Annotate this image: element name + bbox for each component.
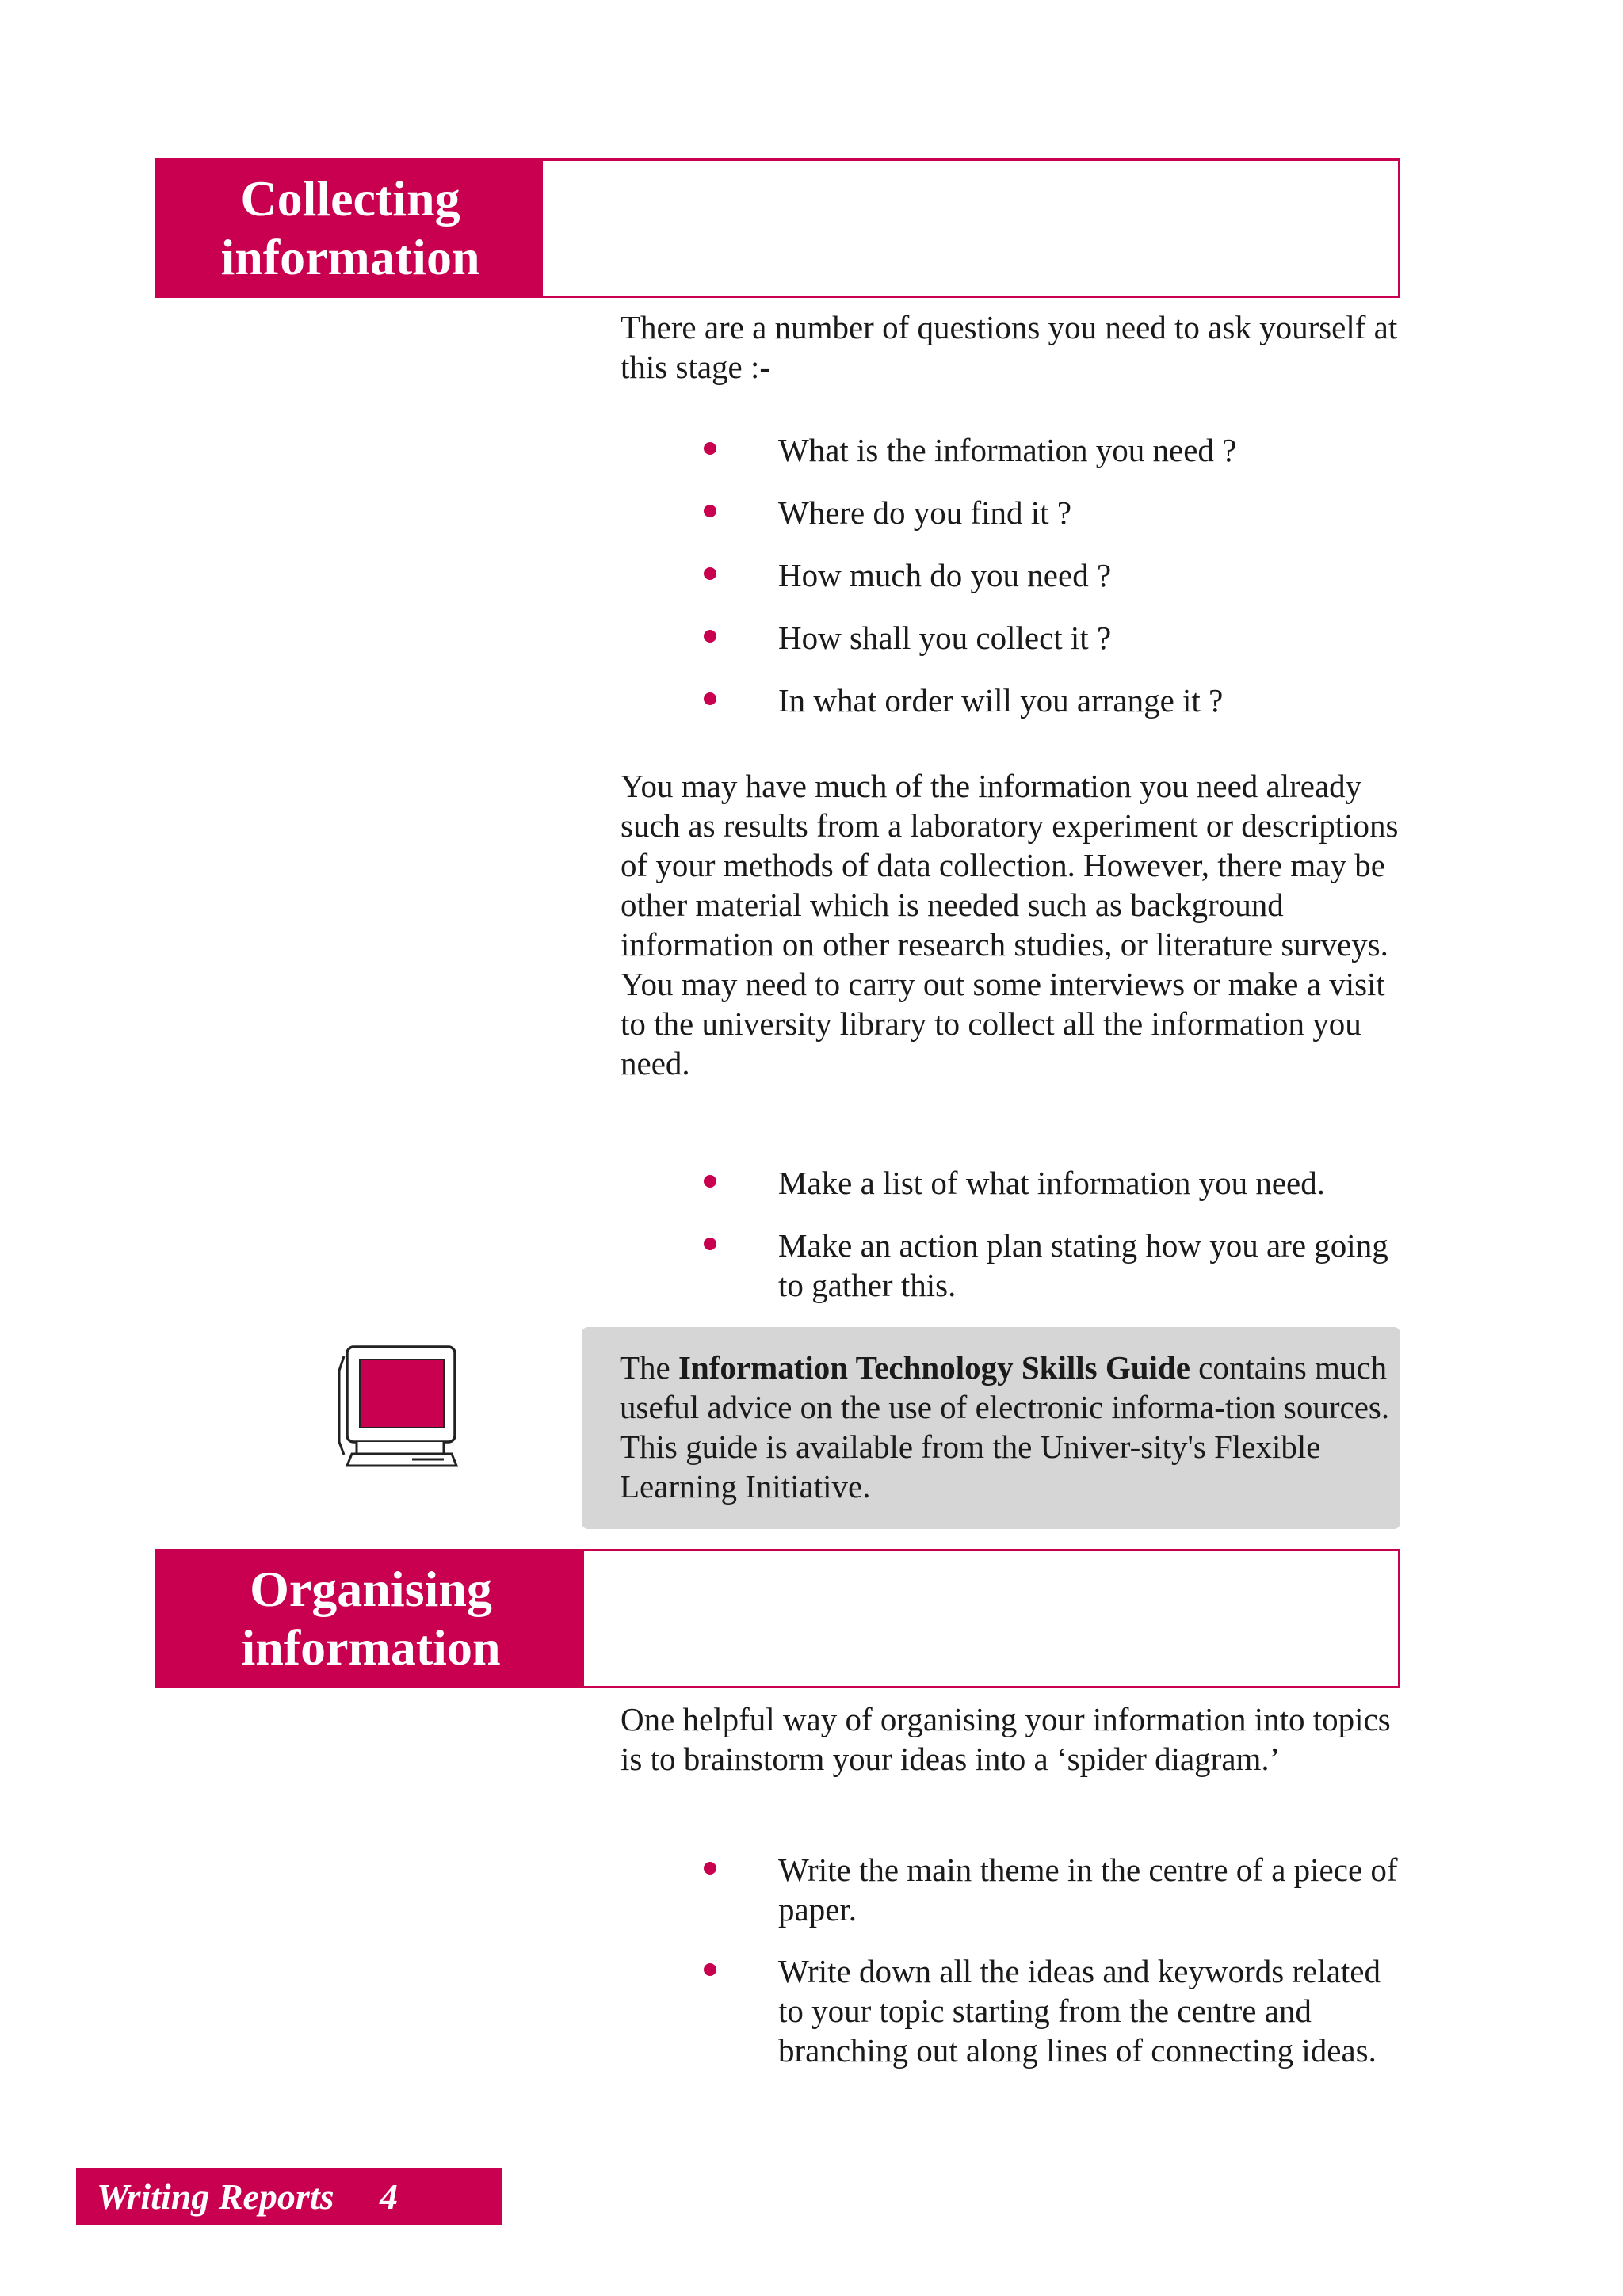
list-item: In what order will you arrange it ? [697,681,1411,720]
list-item: Write down all the ideas and keywords related to your topic starting from the centre and branching out along lines of connecting ideas. [697,1951,1411,2070]
section-banner-organising [155,1549,1400,1688]
list-item: Make an action plan stating how you are going to gather this. [697,1226,1411,1305]
section-banner-collecting [155,158,1400,298]
list-item: How shall you collect it ? [697,618,1411,658]
collecting-intro: There are a number of questions you need to ask yourself at this stage :- [621,309,1398,385]
section-heading-line1: Organising [250,1561,492,1617]
section-heading-line2: information [220,229,480,285]
bullet-icon [704,1175,716,1188]
organising-intro: One helpful way of organising your information into topics is to brainstorm your ideas into a ‘spider diagram.’ [621,1701,1391,1777]
page-number: 4 [380,2176,398,2217]
section-heading [158,1551,584,1686]
section-heading-line2: information [241,1619,501,1676]
computer-monitor-icon [325,1339,460,1470]
list-item: Make a list of what information you need. [697,1163,1411,1203]
footer-title: Writing Reports [97,2176,334,2217]
collecting-body: You may have much of the information you need already such as results from a laboratory experiment or descriptions of your methods of data collection. However, there may be other material which is needed such as background information on other research studies, or literature surveys. You may need to carry out some interviews or make a visit to the university library to collect all the information you need. [621,768,1399,1081]
bullet-icon [704,1963,716,1976]
bullet-icon [704,630,716,643]
section-heading [158,161,543,296]
note-guide-title: Information Technology Skills Guide [678,1349,1190,1386]
list-item: How much do you need ? [697,555,1411,595]
note-suffix: contains much useful advice on the use of electronic informa-tion sources. This guide is available from the Univer-sity's Flexible Learning Initiative. [620,1349,1390,1505]
bullet-icon [704,505,716,517]
questions-list [697,430,1411,720]
steps-list [697,1850,1411,2070]
list-item: Write the main theme in the centre of a piece of paper. [697,1850,1411,1929]
note-prefix: The [620,1349,678,1386]
list-item: What is the information you need ? [697,430,1411,470]
bullet-icon [704,567,716,580]
bullet-icon [704,442,716,455]
bullet-icon [704,692,716,705]
actions-list [697,1163,1411,1305]
section-heading-line1: Collecting [240,170,460,227]
footer-page-label [76,2168,502,2225]
bullet-icon [704,1862,716,1875]
bullet-icon [704,1238,716,1250]
list-item: Where do you find it ? [697,493,1411,532]
it-skills-note [582,1327,1400,1529]
